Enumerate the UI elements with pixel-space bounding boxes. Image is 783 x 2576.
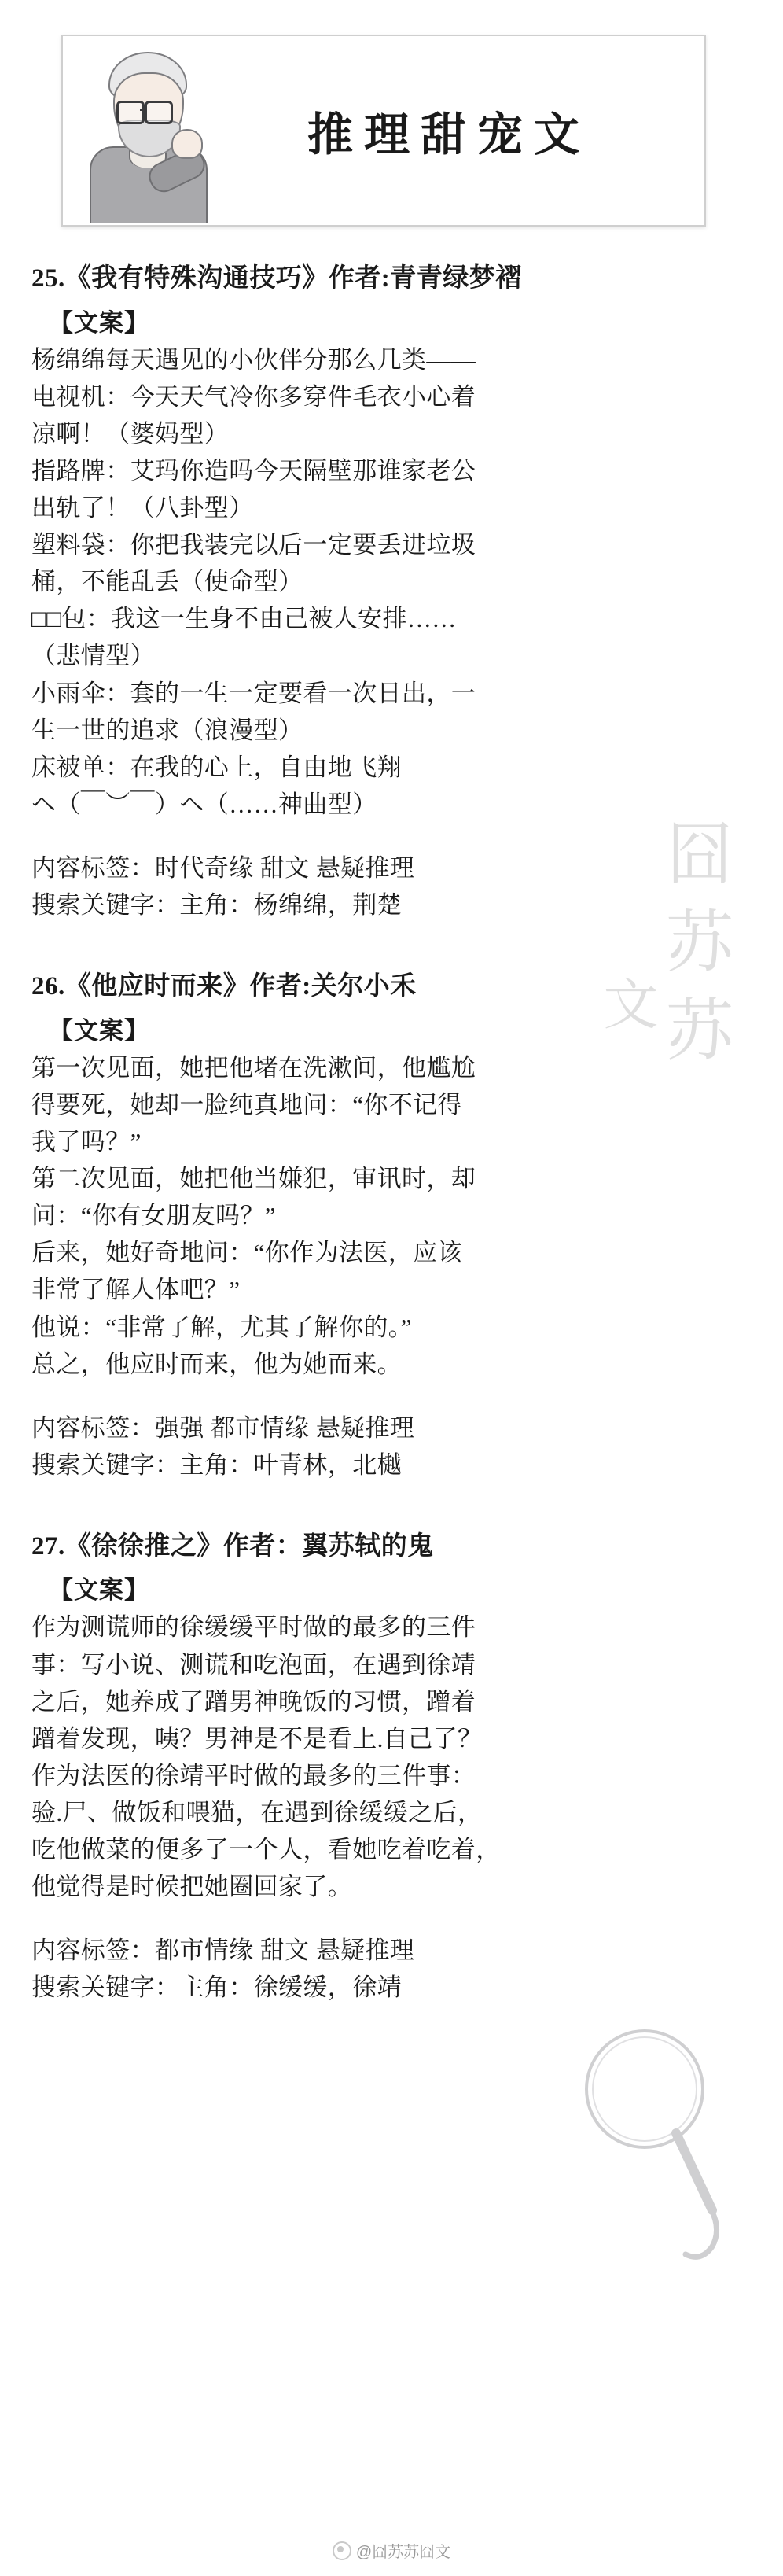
- entry-body: [31, 341, 752, 823]
- entry-author: 翼苏轼的鬼: [302, 1531, 434, 1561]
- tags-label: 内容标签：: [31, 1937, 155, 1965]
- keywords-label: 搜索关键字：: [31, 1973, 180, 2002]
- tags-label: 内容标签：: [31, 1413, 155, 1442]
- entry-body-line: 第一次见面，她把他堵在洗漱间，他尴尬: [31, 1053, 476, 1082]
- thinking-man-illustration: [63, 38, 217, 223]
- entry-body: [31, 1049, 752, 1383]
- list-item: [31, 1529, 752, 2007]
- entry-body-line: ヘ（￣︶￣）ヘ（……神曲型）: [31, 790, 377, 818]
- entry-wenan-label: 【文案】: [49, 1016, 149, 1045]
- entry-body-line: 验.尸、做饭和喂猫，在遇到徐缓缓之后，: [31, 1799, 483, 1827]
- weibo-logo-icon: [333, 2541, 351, 2560]
- keywords-label: 搜索关键字：: [31, 891, 180, 919]
- tags-value: 强强 都市情缘 悬疑推理: [155, 1413, 415, 1442]
- footer-watermark: [0, 2539, 783, 2562]
- header-banner: [61, 35, 706, 227]
- keywords-value: 主角：徐缓缓，徐靖: [179, 1973, 403, 2002]
- entry-body: [31, 1609, 752, 1905]
- entry-author-label: 作者:: [249, 972, 311, 1001]
- magnifier-icon: [572, 2014, 737, 2265]
- entry-number: 27.: [31, 1531, 65, 1561]
- entry-body-line: 生一世的追求（浪漫型）: [31, 716, 303, 744]
- entry-body-line: 事：写小说、测谎和吃泡面，在遇到徐靖: [31, 1650, 476, 1679]
- entry-body-line: 总之，他应时而来，他为她而来。: [31, 1350, 402, 1378]
- entry-body-line: 他觉得是时候把她圈回家了。: [31, 1873, 353, 1901]
- entry-author: 关尔小禾: [311, 972, 417, 1001]
- entry-wenan-label: 【文案】: [49, 1576, 149, 1605]
- entry-body-line: 电视机：今天天气冷你多穿件毛衣小心着: [31, 382, 476, 411]
- keywords-label: 搜索关键字：: [31, 1450, 180, 1479]
- entry-title: [31, 1529, 752, 1564]
- entry-body-line: □□包：我这一生身不由己被人安排……: [31, 605, 457, 633]
- entry-author-label: 作者：: [222, 1531, 303, 1561]
- entry-title: [31, 261, 752, 297]
- entry-body-line: 问：“你有女朋友吗？”: [31, 1202, 276, 1230]
- calligraphy-watermark-2: 文: [595, 975, 656, 1051]
- entry-body-line: 后来，她好奇地问：“你作为法医，应该: [31, 1239, 462, 1267]
- entry-body-line: 之后，她养成了蹭男神晚饭的习惯，蹭着: [31, 1687, 476, 1715]
- entry-body-line: 作为测谎师的徐缓缓平时做的最多的三件: [31, 1613, 476, 1642]
- footer-watermark-text: @囧苏苏囧文: [355, 2544, 451, 2561]
- page-title: 推理甜宠文: [307, 109, 590, 160]
- entry-book-title: 《他应时而来》: [64, 972, 250, 1001]
- entry-author: 青青绿梦褶: [390, 264, 522, 293]
- tags-value: 时代奇缘 甜文 悬疑推理: [155, 853, 415, 882]
- tags-value: 都市情缘 甜文 悬疑推理: [155, 1937, 415, 1965]
- keywords-value: 主角：叶青林，北樾: [179, 1450, 403, 1479]
- entry-body-line: 出轨了！（八卦型）: [31, 493, 254, 521]
- entry-wenan-label: 【文案】: [49, 308, 149, 337]
- entry-body-line: 第二次见面，她把他当嫌犯，审讯时，却: [31, 1165, 476, 1193]
- entry-meta: [31, 1932, 752, 2006]
- list-item: [31, 261, 752, 923]
- entry-body-line: 非常了解人体吧？”: [31, 1276, 241, 1304]
- entry-number: 25.: [31, 264, 65, 293]
- entry-body-line: 指路牌：艾玛你造吗今天隔壁那谁家老公: [31, 456, 476, 485]
- keywords-value: 主角：杨绵绵，荆楚: [179, 891, 403, 919]
- tags-label: 内容标签：: [31, 853, 155, 882]
- entry-author-label: 作者:: [328, 264, 391, 293]
- entry-number: 26.: [31, 972, 65, 1001]
- entry-body-line: 凉啊！（婆妈型）: [31, 419, 230, 448]
- entry-body-line: 我了吗？”: [31, 1127, 142, 1155]
- entry-body-line: 桶，不能乱丢（使命型）: [31, 568, 303, 596]
- entry-meta: [31, 1410, 752, 1483]
- entry-book-title: 《我有特殊沟通技巧》: [64, 264, 329, 293]
- entry-body-line: 塑料袋：你把我装完以后一定要丢进垃圾: [31, 531, 476, 559]
- entry-body-line: 床被单：在我的心上，自由地飞翔: [31, 753, 402, 781]
- entry-meta: [31, 849, 752, 923]
- entry-body-line: （悲情型）: [31, 642, 155, 670]
- list-item: [31, 969, 752, 1483]
- entry-body-line: 他说：“非常了解，尤其了解你的。”: [31, 1313, 412, 1341]
- calligraphy-watermark-1: 囧苏苏: [656, 818, 731, 1082]
- entry-body-line: 小雨伞：套的一生一定要看一次日出，一: [31, 679, 476, 707]
- entry-body-line: 杨绵绵每天遇见的小伙伴分那么几类——: [31, 345, 476, 374]
- entry-title: [31, 969, 752, 1004]
- entry-body-line: 作为法医的徐靖平时做的最多的三件事：: [31, 1761, 476, 1789]
- entry-body-line: 吃他做菜的便多了一个人，看她吃着吃着，: [31, 1836, 501, 1864]
- entry-body-line: 得要死，她却一脸纯真地问：“你不记得: [31, 1090, 462, 1118]
- entry-body-line: 蹭着发现，咦？男神是不是看上.自己了？: [31, 1724, 483, 1752]
- entry-book-title: 《徐徐推之》: [64, 1531, 223, 1561]
